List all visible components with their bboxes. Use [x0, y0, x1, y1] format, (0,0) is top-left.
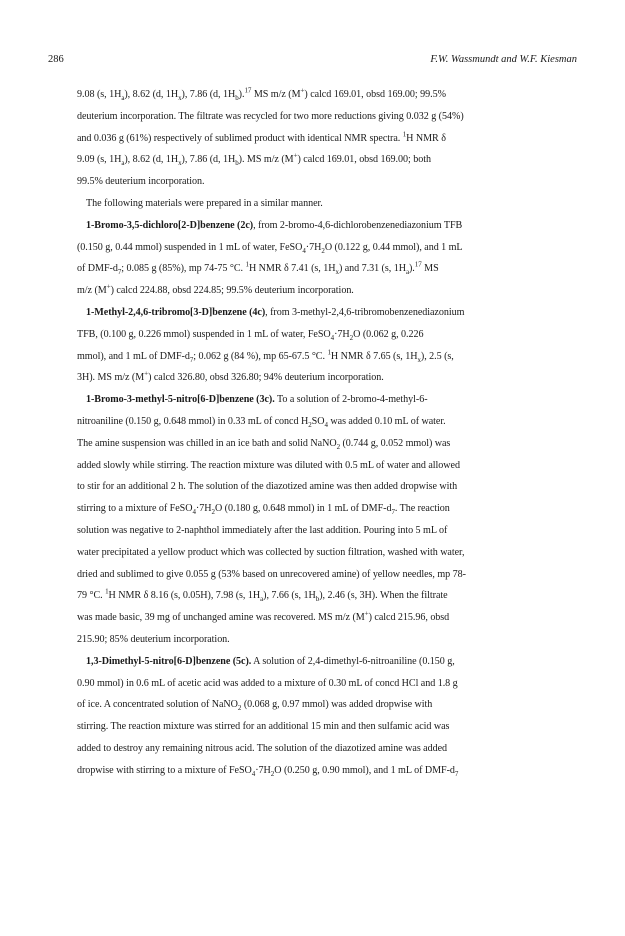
text-line	[77, 716, 575, 738]
text-run: dried and sublimed to give 0.055 g (53% based on unrecovered amine) of yellow needles, mp 78-	[77, 568, 466, 580]
text-line	[77, 128, 575, 150]
text-run: ), 2.5 (s,	[420, 350, 454, 362]
text-line	[77, 367, 575, 389]
text-line	[77, 738, 575, 760]
text-run: ), 7.66 (s, 1H	[263, 590, 316, 602]
text-line	[77, 455, 575, 477]
text-line	[77, 542, 575, 564]
superscript: +	[300, 86, 305, 95]
text-run: nitroaniline (0.150 g, 0.648 mmol) in 0.33 mL of concd H	[77, 415, 309, 427]
text-line	[77, 760, 575, 782]
text-line	[77, 389, 575, 411]
text-run: H NMR δ 8.16 (s, 0.05H), 7.98 (s, 1H	[108, 590, 261, 602]
text-run: of ice. A concentrated solution of NaNO	[77, 699, 238, 711]
subscript: 4	[192, 508, 196, 517]
text-run: mmol), and 1 mL of DMF-d	[77, 350, 190, 362]
running-head: F.W. Wassmundt and W.F. Kiesman	[430, 54, 577, 65]
text-run: The amine suspension was chilled in an ice bath and solid NaNO	[77, 437, 337, 449]
text-run: ) calcd 326.80, obsd 326.80; 94% deuterium incorporation.	[148, 372, 384, 384]
subscript: 4	[330, 333, 335, 342]
subscript: x	[178, 94, 182, 103]
subscript: b	[235, 94, 239, 103]
text-run: 3H). MS m/z (M	[77, 372, 145, 384]
superscript: 1	[105, 587, 109, 596]
text-line	[77, 433, 575, 455]
superscript: 1	[402, 130, 407, 139]
subscript: 2	[211, 508, 215, 517]
text-run: ).	[238, 89, 245, 100]
text-run: H NMR δ	[406, 132, 446, 144]
text-run: ), 2.46 (s, 3H). When the filtrate	[319, 590, 448, 602]
page-header	[48, 54, 577, 70]
text-run: stirring to a mixture of FeSO	[77, 503, 193, 515]
subscript: a	[260, 595, 264, 604]
superscript: +	[364, 609, 369, 618]
text-run: stirring. The reaction mixture was stirred for an additional 15 min and then sulfamic acid was	[77, 721, 450, 733]
text-run: ) and 7.31 (s, 1H	[338, 263, 406, 275]
text-run: deuterium incorporation. The filtrate was recycled for two more reductions giving 0.032 g (54%)	[77, 110, 464, 122]
subscript: x	[178, 159, 182, 168]
text-run: m/z (M	[77, 285, 107, 297]
superscript: 1	[327, 348, 331, 357]
subscript: a	[121, 94, 125, 103]
subscript: 4	[302, 246, 306, 255]
text-line	[77, 629, 575, 651]
subscript: x	[417, 355, 421, 364]
text-run: ) calcd 169.01, obsd 169.00; 99.5%	[304, 89, 446, 100]
text-run: O (0.180 g, 0.648 mmol) in 1 mL of DMF-d	[214, 503, 392, 515]
text-run: ), 7.86 (d, 1H	[181, 154, 236, 166]
superscript: +	[293, 152, 298, 161]
text-run: was added 0.10 mL of water.	[327, 415, 446, 427]
text-run: O (0.062 g, 0.226	[353, 328, 424, 340]
text-run: ·7H	[195, 503, 212, 515]
subscript: a	[121, 159, 125, 168]
text-line	[77, 476, 575, 498]
text-line	[77, 673, 575, 695]
text-run: was made basic, 39 mg of unchanged amine was recovered. MS m/z (M	[77, 612, 365, 624]
text-line	[77, 694, 575, 716]
superscript: +	[106, 282, 111, 291]
superscript: +	[144, 370, 149, 378]
text-run: ), 8.62 (d, 1H	[124, 89, 179, 100]
text-line	[77, 346, 575, 368]
subscript: b	[235, 159, 239, 168]
compound-name: 1,3-Dimethyl-5-nitro[6-D]benzene (5c).	[86, 655, 252, 667]
text-line	[77, 258, 575, 280]
subscript: a	[405, 268, 409, 277]
superscript: 17	[414, 261, 422, 270]
text-run: ; 0.085 g (85%), mp 74-75 °C.	[121, 263, 246, 275]
text-run: . The reaction	[394, 503, 450, 515]
text-run: and 0.036 g (61%) respectively of sublimed product with identical NMR spectra.	[77, 132, 403, 144]
text-line	[77, 106, 575, 128]
text-run: ). MS m/z (M	[238, 154, 294, 166]
text-line	[77, 520, 575, 542]
text-line	[77, 585, 575, 607]
text-run: , from 3-methyl-2,4,6-tribromobenzenediazonium	[265, 306, 465, 318]
subscript: 7	[189, 355, 194, 364]
text-line	[77, 237, 575, 259]
text-run: TFB, (0.100 g, 0.226 mmol) suspended in 1 mL of water, FeSO	[77, 328, 331, 340]
page-number: 286	[48, 54, 64, 65]
superscript: 17	[244, 86, 252, 95]
text-run: dropwise with stirring to a mixture of FeSO	[77, 764, 252, 776]
text-line	[77, 607, 575, 629]
text-line	[77, 149, 575, 171]
document-body	[77, 84, 575, 782]
text-run: (0.150 g, 0.44 mmol) suspended in 1 mL of water, FeSO	[77, 241, 303, 253]
text-line	[77, 498, 575, 520]
text-line	[77, 171, 575, 193]
text-run: (0.068 g, 0.97 mmol) was added dropwise with	[241, 699, 433, 711]
superscript: 1	[245, 261, 249, 270]
text-run: ) calcd 224.88, obsd 224.85; 99.5% deuterium incorporation.	[110, 285, 354, 297]
text-run: MS m/z (M	[251, 89, 301, 100]
text-run: H NMR δ 7.41 (s, 1H	[248, 263, 336, 275]
text-run: O (0.122 g, 0.44 mmol), and 1 mL	[324, 241, 463, 253]
text-run: added to destroy any remaining nitrous acid. The solution of the diazotized amine was added	[77, 742, 448, 754]
text-run: 0.90 mmol) in 0.6 mL of acetic acid was added to a mixture of 0.30 mL of concd HCl and 1.8 g	[77, 677, 458, 689]
text-line	[77, 411, 575, 433]
subscript: x	[335, 268, 339, 277]
subscript: 7	[117, 268, 122, 277]
text-run: ) calcd 169.01, obsd 169.00; both	[297, 154, 431, 166]
text-run: H NMR δ 7.65 (s, 1H	[330, 350, 418, 362]
text-line	[77, 651, 575, 673]
text-run: The following materials were prepared in a similar manner.	[86, 197, 323, 209]
text-run: solution was negative to 2-naphthol immediately after the last addition. Pouring into 5 mL of	[77, 524, 448, 536]
text-run: SO	[311, 415, 325, 427]
text-run: added slowly while stirring. The reaction mixture was diluted with 0.5 mL of water and allowed	[77, 459, 460, 471]
subscript: 4	[324, 420, 328, 429]
text-line	[77, 215, 575, 237]
text-line	[77, 280, 575, 302]
text-run: To a solution of 2-bromo-4-methyl-6-	[274, 394, 428, 406]
compound-name: 1-Methyl-2,4,6-tribromo[3-D]benzene (4c)	[86, 306, 266, 318]
text-run: , from 2-bromo-4,6-dichlorobenzenediazonium TFB	[253, 219, 463, 231]
text-run: to stir for an additional 2 h. The solution of the diazotized amine was then added dropwise with	[77, 481, 458, 493]
text-run: 99.5% deuterium incorporation.	[77, 176, 205, 188]
text-line	[77, 193, 575, 215]
subscript: 4	[251, 769, 256, 778]
subscript: 2	[237, 704, 242, 713]
text-run: ) calcd 215.96, obsd	[368, 612, 450, 624]
subscript: b	[315, 595, 320, 604]
subscript: 7	[391, 508, 395, 517]
compound-name: 1-Bromo-3-methyl-5-nitro[6-D]benzene (3c).	[86, 394, 275, 406]
text-run: ), 8.62 (d, 1H	[124, 154, 179, 166]
text-run: 9.08 (s, 1H	[77, 89, 122, 100]
text-run: (0.744 g, 0.052 mmol) was	[340, 437, 451, 449]
compound-name: 1-Bromo-3,5-dichloro[2-D]benzene (2c)	[86, 219, 254, 231]
text-run: 9.09 (s, 1H	[77, 154, 122, 166]
text-run: ), 7.86 (d, 1H	[181, 89, 236, 100]
text-line	[77, 564, 575, 586]
subscript: 2	[321, 246, 325, 255]
subscript: 7	[454, 769, 459, 778]
text-run: 215.90; 85% deuterium incorporation.	[77, 633, 230, 645]
text-run: ; 0.062 g (84 %), mp 65-67.5 °C.	[193, 350, 328, 362]
text-run: 79 °C.	[77, 590, 106, 602]
text-run: water precipitated a yellow product which was collected by suction filtration, washed with water,	[77, 546, 465, 558]
subscript: 2	[308, 420, 312, 429]
text-run: ·7H	[305, 241, 322, 253]
text-run: ·7H	[255, 764, 271, 776]
text-line	[77, 324, 575, 346]
text-run: ·7H	[334, 328, 350, 340]
text-run: A solution of 2,4-dimethyl-6-nitroaniline (0.150 g,	[251, 655, 455, 667]
text-run: O (0.250 g, 0.90 mmol), and 1 mL of DMF-d	[274, 764, 455, 776]
subscript: 2	[336, 442, 341, 451]
subscript: 2	[349, 333, 354, 342]
text-run: MS	[421, 263, 439, 275]
text-line	[77, 84, 575, 106]
subscript: 2	[270, 769, 275, 778]
text-run: of DMF-d	[77, 263, 118, 275]
text-run: ).	[409, 263, 415, 275]
text-line	[77, 302, 575, 324]
